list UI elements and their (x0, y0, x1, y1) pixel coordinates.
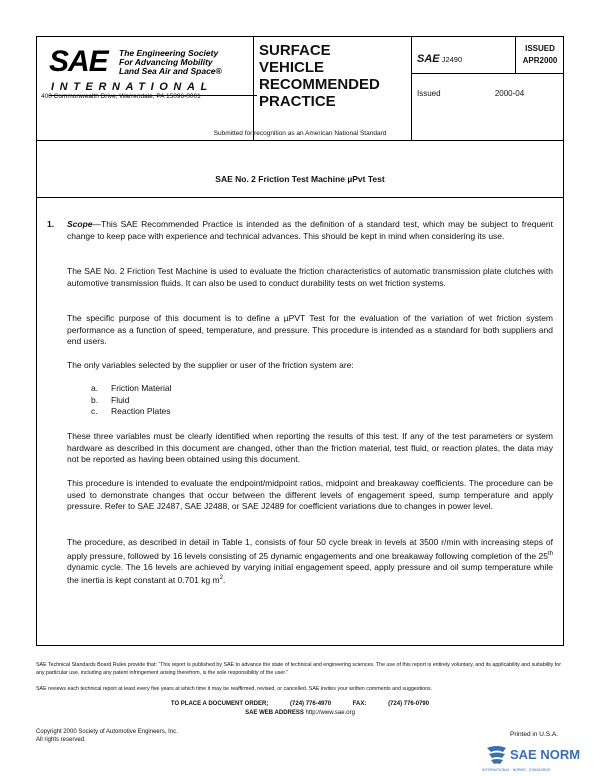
paragraph-scope (67, 219, 553, 242)
paragraph-3: The specific purpose of this document is to define a µPVT Test for the evaluation of the variation of wet friction system performance as a function of speed, temperature, and pressure. This procedure is intended as a standard for both suppliers and end users. (67, 313, 553, 346)
address: 400 Commonwealth Drive, Warrendale, PA 15096-0001 (41, 93, 201, 100)
doc-type-line-1: SURFACE (259, 42, 331, 59)
document-title: SAE No. 2 Friction Test Machine µPvt Test (215, 174, 385, 184)
copyright (36, 728, 178, 744)
footer-policy: SAE Technical Standards Board Rules provide that: “This report is published by SAE to advance the state of technical and engineering sciences. The use of this report is entirely voluntary, and its applicability and suitability for any particular use, including any patent infringement arising therefrom, is the sole responsibility of the user.” (36, 662, 561, 676)
p7-part-c: . (222, 575, 226, 586)
header-rule-bottom (37, 140, 563, 141)
web-line (0, 710, 600, 716)
header-divider-2 (411, 37, 412, 140)
logo-tagline (119, 49, 259, 76)
order-line (0, 701, 600, 707)
issued-row-date: 2000-04 (494, 89, 525, 98)
watermark-text: SAE NORM (510, 747, 581, 762)
list-text: Fluid (111, 394, 130, 405)
tagline-line-1: The Engineering Society (119, 48, 219, 58)
sae-norm-logo-icon (484, 744, 510, 766)
watermark-subtext: INTERNATIONAL · NORMS · STANDARDS (482, 768, 551, 772)
tagline-line-2: For Advancing Mobility (119, 57, 213, 67)
section-number: 1. (47, 219, 55, 229)
issued-box (517, 43, 563, 67)
doc-type-line-3: RECOMMENDED (259, 76, 380, 93)
printed-note: Printed in U.S.A. (510, 731, 559, 738)
order-phone: (724) 776-4970 (290, 701, 332, 707)
web-label: SAE WEB ADDRESS (245, 710, 304, 716)
list-item (91, 406, 171, 418)
paragraph-5: These three variables must be clearly identified when reporting the results of this test. If any of the test parameters or system hardware as described in this document are changed, other than the friction material, test fluid, or reaction plates, the data may not be reported as having been obtained using this document. (67, 431, 553, 464)
list-letter: a. (91, 383, 99, 393)
copyright-line: Copyright 2000 Society of Automotive Engineers, Inc. (36, 729, 178, 735)
paragraph-7 (67, 537, 553, 587)
sae-mark: SAE (417, 53, 440, 65)
list-text: Friction Material (111, 383, 172, 393)
doc-type-line-2: VEHICLE (259, 59, 325, 76)
web-address-link[interactable]: http://www.sae.org (305, 710, 355, 716)
standard-code: J2490 (441, 55, 463, 64)
section-title: Scope (67, 219, 93, 229)
order-label: TO PLACE A DOCUMENT ORDER; (170, 701, 269, 707)
paragraph-4: The only variables selected by the supplier or user of the friction system are: (67, 360, 354, 370)
title-rule-bottom (37, 197, 563, 198)
footer-review: SAE reviews each technical report at least every five years at which time it may be reaffirmed, revised, or cancelled. SAE invites your written comments and suggestions. (36, 686, 433, 692)
list-letter: b. (91, 394, 99, 405)
list-text: Reaction Plates (111, 406, 171, 416)
logo-international: INTERNATIONAL (51, 81, 213, 93)
fax-label: FAX: (352, 701, 367, 707)
submitted-note: Submitted for recognition as an American National Standard (213, 130, 387, 137)
paragraph-6: This procedure is intended to evaluate the endpoint/midpoint ratios, midpoint and breakaway coefficients. The procedure can be used to demonstrate changes that occur between the different levels of engagement speed, sump temperature and apply pressure. Refer to SAE J2487, SAE J2488, or SAE J2489 for coefficient variations due to changes in power level. (67, 478, 553, 511)
rights-line: All rights reserved. (36, 737, 86, 743)
list-item (91, 395, 171, 407)
fax-number: (724) 776-0790 (388, 701, 430, 707)
issued-label: ISSUED (525, 44, 555, 53)
p7-superscript-2: 2 (219, 575, 223, 582)
issued-row-label: Issued (417, 89, 441, 98)
document-type (259, 42, 380, 110)
sae-norm-watermark (482, 744, 600, 776)
list-item (91, 383, 171, 395)
issued-date-code: APR2000 (522, 56, 558, 65)
paragraph-2: The SAE No. 2 Friction Test Machine is used to evaluate the friction characteristics of automatic transmission plate clutches with automotive transmission fluids. It can also be used to conduct durability tests on wet friction systems. (67, 266, 553, 288)
issued-row (417, 89, 524, 98)
header-rule-mid (411, 73, 563, 74)
document-frame (36, 36, 564, 646)
scope-text: —This SAE Recommended Practice is intended as the definition of a standard test, which may be subject to frequent change to keep pace with experience and technical advances. This should be kept in mind when considering its use. (67, 219, 553, 241)
variables-list (91, 383, 171, 418)
p7-superscript: th (547, 550, 553, 557)
header-divider-3 (515, 37, 516, 73)
logo-letters: SAE (49, 45, 108, 78)
list-letter: c. (91, 406, 98, 416)
standard-number (417, 53, 462, 65)
doc-type-line-4: PRACTICE (259, 93, 336, 110)
p7-part-b: dynamic cycle. The 16 levels are achieved by varying initial engagement speed, apply pressure and oil sump temperature while the inertia is kept constant at 0.701 kg m (67, 561, 553, 586)
p7-part-a: The procedure, as described in detail in Table 1, consists of four 50 cycle break in levels at 3500 r/min with increasing steps of apply pressure, followed by 16 levels consisting of 25 dynamic engagements and one breakaway following completion of the 25 (67, 537, 553, 561)
tagline-line-3: Land Sea Air and Space® (119, 66, 222, 76)
